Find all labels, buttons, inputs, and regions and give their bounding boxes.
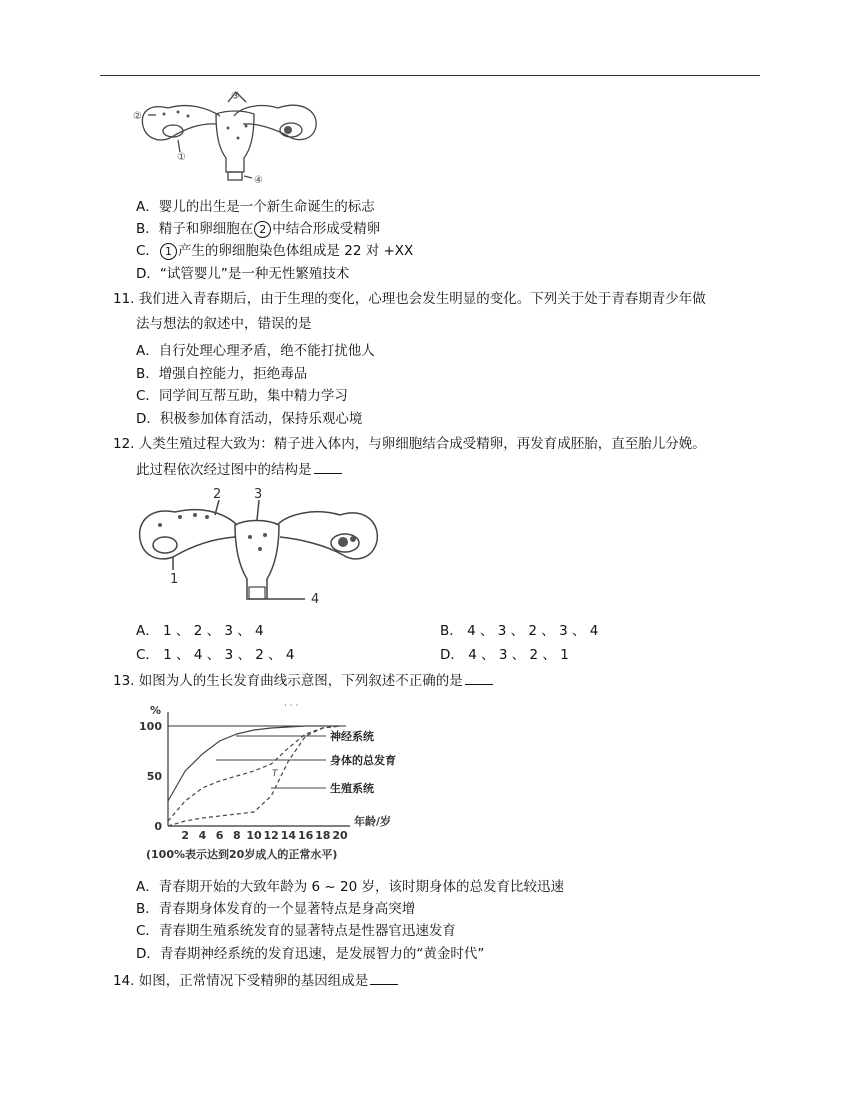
- series-label-1: 神经系统: [330, 730, 374, 743]
- q12-stem-line2: 此过程依次经过图中的结构是: [136, 459, 342, 480]
- series-line-2: [168, 726, 340, 821]
- q12-option-a[interactable]: A． 1 、 2 、 3 、 4: [136, 623, 264, 639]
- x-axis-label: 年龄/岁: [354, 815, 392, 828]
- q12-label-3: 3: [254, 487, 263, 502]
- q12-option-c[interactable]: C． 1 、 4 、 3 、 2 、 4: [136, 647, 295, 663]
- q10-option-a[interactable]: A．婴儿的出生是一个新生命诞生的标志: [136, 199, 375, 215]
- y-axis-label: %: [150, 704, 162, 717]
- x-tick-label: 10: [246, 829, 262, 842]
- annotation-dots: · · ·: [284, 701, 299, 711]
- q13-stem: 13. 如图为人的生长发育曲线示意图，下列叙述不正确的是: [113, 670, 493, 691]
- y-tick-label: 0: [154, 820, 162, 833]
- q11-option-b[interactable]: B．增强自控能力，拒绝毒品: [136, 366, 308, 382]
- q11-stem-line2: 法与想法的叙述中，错误的是: [136, 316, 312, 332]
- q10-label-1: ①: [177, 152, 186, 163]
- x-tick-label: 8: [232, 829, 241, 842]
- q13-option-c[interactable]: C．青春期生殖系统发育的显著特点是性器官迅速发育: [136, 923, 456, 939]
- chart-caption: (100%表示达到20岁成人的正常水平): [146, 848, 338, 861]
- q12-stem-line1: 12. 人类生殖过程大致为：精子进入体内，与卵细胞结合成受精卵，再发育成胚胎，直至胎儿分娩。: [113, 436, 706, 452]
- y-tick-label: 50: [146, 770, 162, 783]
- x-tick-label: 20: [332, 829, 348, 842]
- answer-blank[interactable]: [465, 670, 493, 685]
- q12-uterus-figure: [135, 487, 385, 612]
- q12-option-b[interactable]: B． 4 、 3 、 2 、 3 、 4: [440, 623, 599, 639]
- header-rule: [100, 75, 760, 76]
- q10-label-2: ②: [133, 111, 142, 122]
- q11-option-c[interactable]: C．同学间互帮互助，集中精力学习: [136, 388, 348, 404]
- q11-option-a[interactable]: A．自行处理心理矛盾，绝不能打扰他人: [136, 343, 375, 359]
- q10-option-d[interactable]: D．“试管婴儿”是一种无性繁殖技术: [136, 266, 350, 282]
- q13-option-d[interactable]: D．青春期神经系统的发育迅速，是发展智力的“黄金时代”: [136, 946, 485, 962]
- series-label-2: 身体的总发育: [330, 754, 396, 767]
- answer-blank[interactable]: [314, 459, 342, 474]
- q12-option-d[interactable]: D． 4 、 3 、 2 、 1: [440, 647, 569, 663]
- q14-stem: 14. 如图，正常情况下受精卵的基因组成是: [113, 970, 398, 991]
- x-tick-label: 2: [181, 829, 190, 842]
- q13-option-a[interactable]: A．青春期开始的大致年龄为 6 ~ 20 岁，该时期身体的总发育比较迅速: [136, 879, 564, 895]
- q13-option-b[interactable]: B．青春期身体发育的一个显著特点是身高突增: [136, 901, 416, 917]
- x-tick-label: 16: [297, 829, 314, 842]
- y-tick-label: 100: [139, 720, 162, 733]
- q11-stem-line1: 11. 我们进入青春期后，由于生理的变化，心理也会发生明显的变化。下列关于处于青春期青少年做: [113, 291, 706, 307]
- circled-number-1: 1: [160, 243, 177, 260]
- q10-label-4: ④: [254, 175, 263, 186]
- q10-label-3: ③: [231, 91, 240, 102]
- q10-option-c[interactable]: C． 1 产生的卵细胞染色体组成是 22 对 +XX: [136, 243, 414, 259]
- x-tick-label: 12: [263, 829, 279, 842]
- answer-blank[interactable]: [370, 970, 398, 985]
- x-tick-label: 6: [215, 829, 224, 842]
- q13-growth-chart: [136, 698, 426, 866]
- x-tick-label: 14: [280, 829, 297, 842]
- annotation-t: T: [272, 769, 278, 779]
- q10-option-b[interactable]: B．精子和卵细胞在 2 中结合形成受精卵: [136, 221, 381, 237]
- q12-label-4: 4: [311, 592, 320, 607]
- q10-uterus-figure: [128, 88, 338, 188]
- x-tick-label: 4: [198, 829, 207, 842]
- q12-label-2: 2: [213, 487, 222, 502]
- circled-number-2: 2: [254, 221, 271, 238]
- series-line-3: [168, 726, 340, 826]
- q12-label-1: 1: [170, 572, 179, 587]
- q11-option-d[interactable]: D．积极参加体育活动，保持乐观心境: [136, 411, 363, 427]
- series-line-1: [168, 726, 340, 801]
- x-tick-label: 18: [315, 829, 331, 842]
- series-label-3: 生殖系统: [330, 782, 374, 795]
